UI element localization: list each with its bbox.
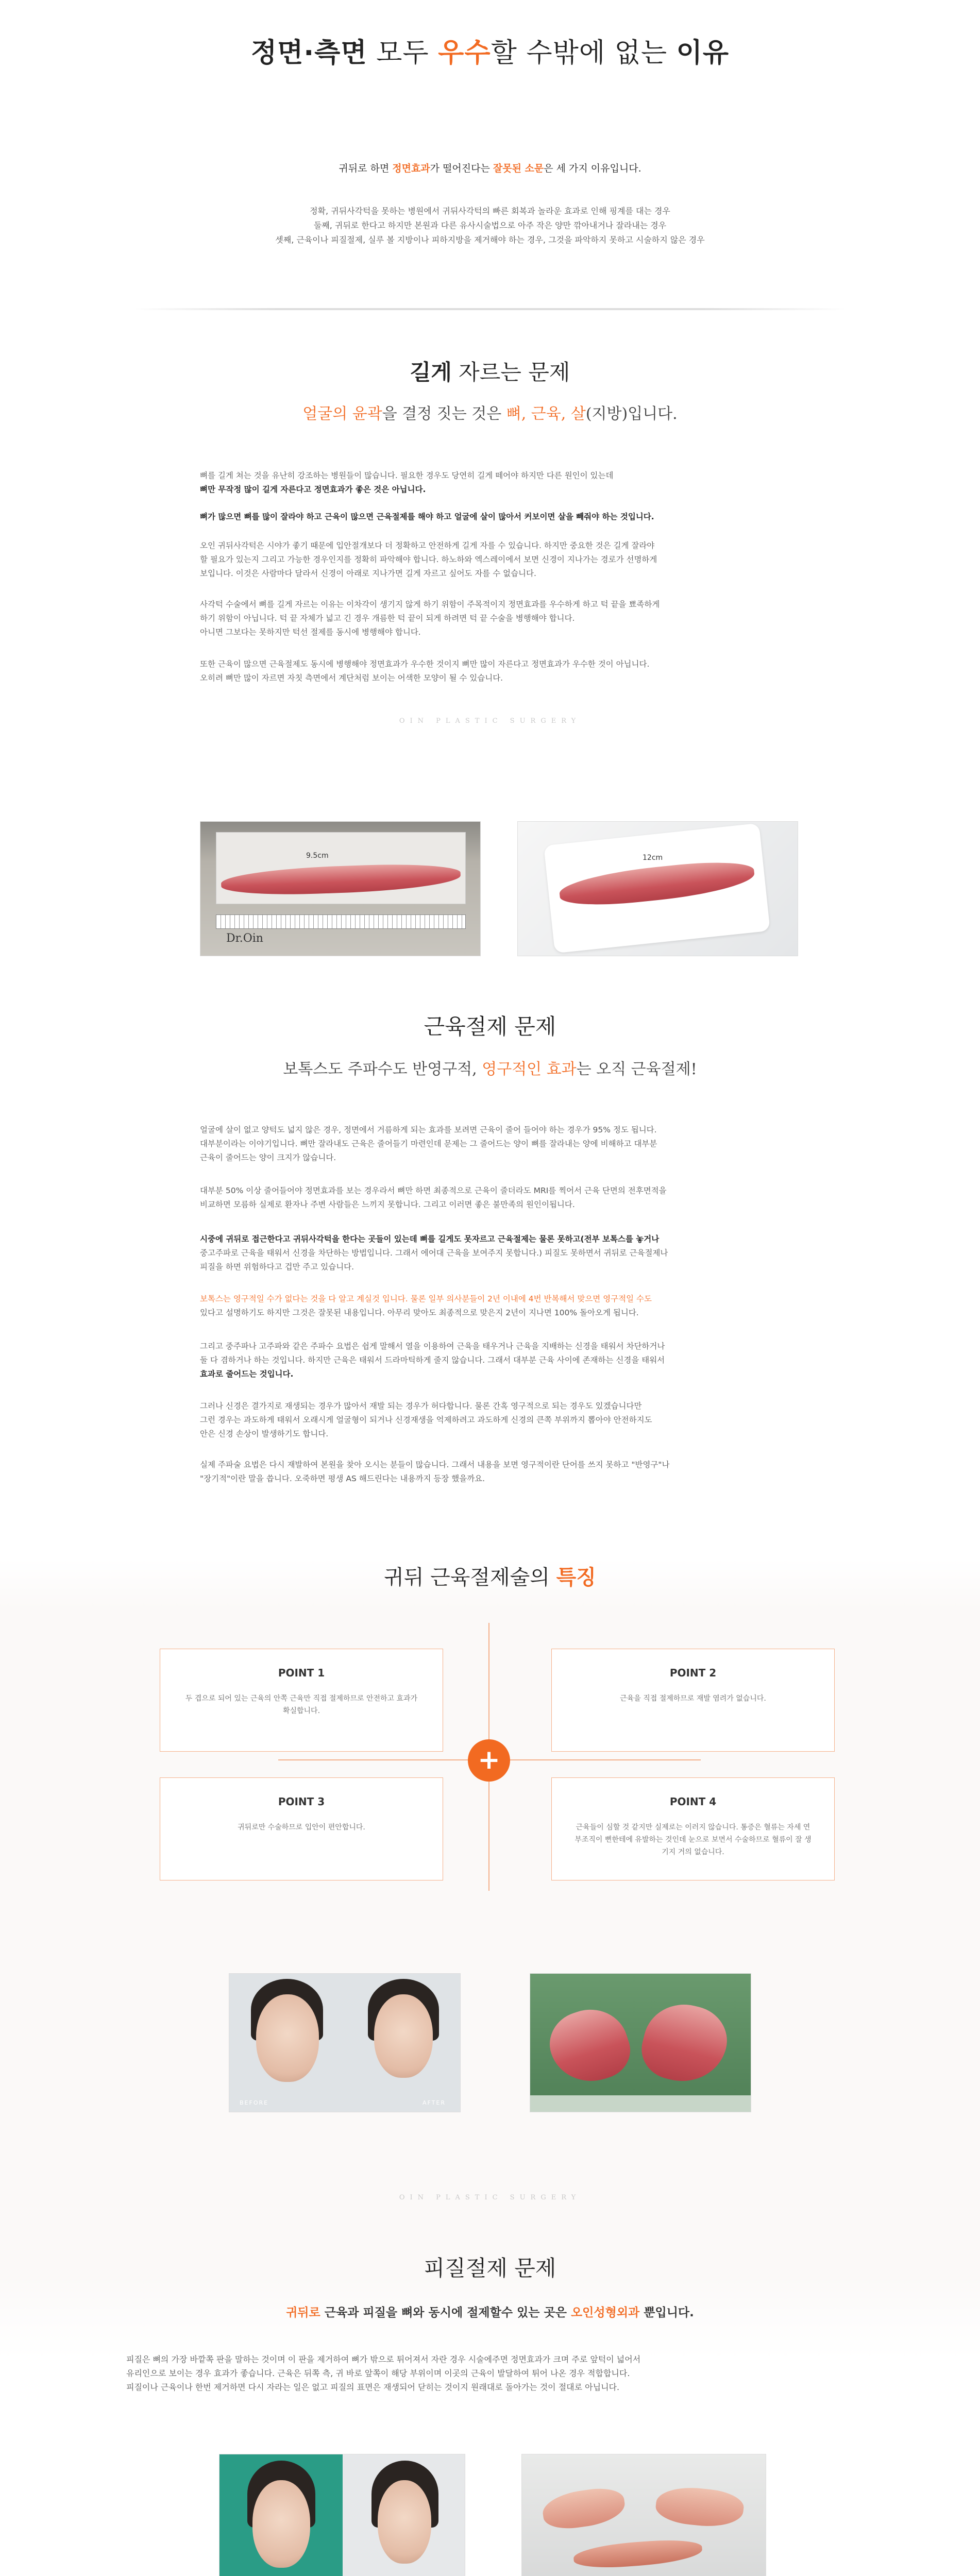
ruler-scale	[216, 914, 466, 929]
muscle-tissue-photo	[530, 1973, 751, 2112]
section-muscle-subtitle: 보톡스도 주파수도 반영구적, 영구적인 효과는 오직 근육절제!	[283, 1060, 697, 1078]
section-muscle-paragraph: 실제 주파술 요법은 다시 재발하여 본원을 찾아 오시는 분들이 많습니다. 그래서 내용을 보면 영구적이란 단어를 쓰지 못하고 "반영구"나 "장기적"이란 말을 씁니다. 오죽하면 평생 AS 해드린다는 내용까지 등장 했을까요.	[200, 1460, 670, 1483]
section-muscle-title: 근육절제 문제	[424, 1014, 556, 1039]
cortex-before-after-photo	[219, 2454, 465, 2576]
point-card-2: POINT 2 근육을 직접 절제하므로 재발 염려가 없습니다.	[551, 1649, 835, 1752]
section-length-paragraph: 뼈를 길게 쳐는 것을 유난히 강조하는 병원들이 많습니다. 필요한 경우도 당연히 길게 떼어야 하지만 다른 원인이 있는데 뼈만 무작정 많이 길게 자른다고 정면효과가 좋은 것은 아닙니다.	[200, 471, 614, 494]
section-muscle-paragraph: 보톡스는 영구적일 수가 없다는 것을 다 알고 계실것 입니다. 물론 일부 의사분들이 2년 이내에 4번 반복해서 맞으면 영구적일 수도 있다고 설명하기도 하지만 그것은 잘못된 내용입니다. 아무리 맞아도 최종적으로 맞은지 2년이 지나면 100% 돌아오게 됩니다.	[200, 1294, 652, 1317]
watermark: OIN PLASTIC SURGERY	[399, 2194, 581, 2201]
features-title: 귀뒤 근육절제술의 특징	[384, 1566, 596, 1589]
plus-icon: +	[468, 1739, 510, 1782]
section-cortex-title: 피질절제 문제	[424, 2256, 556, 2281]
section-muscle-paragraph: 얼굴에 살이 없고 양턱도 넓지 않은 경우, 정면에서 거름하게 되는 효과를 보려면 근육이 줄어 들어야 하는 경우가 95% 정도 됩니다. 대부분이라는 이야기입니다. 뼈만 잘라내도 근육은 줄어들기 마련인데 문제는 그 줄어드는 양이 뼈를 잘라내는 양에 비해하고 대부분 근육이 줄어드는 양이 크지가 않습니다.	[200, 1125, 657, 1162]
before-after-photo	[229, 1973, 461, 2112]
brand-mark: Dr.Oin	[226, 932, 263, 945]
section-cortex-paragraph: 피질은 뼈의 가장 바깥쪽 판을 말하는 것이며 이 판을 제거하여 뼈가 밖으로 튀어져서 자란 경우 시술에주면 정면효과가 크며 주로 앞턱이 넓어서 유리인으로 보이는 경우 효과가 좋습니다. 근육은 뒤쪽 측, 귀 바로 앞쪽이 해당 부위이며 이곳의 근육이 발달하여 튀어 나온 경우 적합합니다. 피질이나 근육이나 한번 제거하면 다시 자라는 일은 없고 피질의 표면은 재생되어 닫히는 것이지 원래대로 돌아가는 것이 절대로 아닙니다.	[126, 2354, 641, 2392]
point-card-1: POINT 1 두 겹으로 되어 있는 근육의 안쪽 근육만 직접 절제하므로 안전하고 효과가 확실합니다.	[160, 1649, 443, 1752]
section-length-paragraph: 오인 귀뒤사각턱은 시야가 좋기 때문에 입안절개보다 더 정확하고 안전하게 길게 자를 수 있습니다. 하지만 중요한 것은 길게 잘라야 할 필요가 있는지 그리고 가능한 경우인지를 정확히 파악해야 합니다. 하노하와 엑스레이에서 보면 신경이 지나가는 경로가 선명하게 보입니다. 이것은 사람마다 달라서 신경이 아래로 지나가면 길게 자르고 싶어도 자를 수 없습니다.	[200, 541, 657, 578]
section-length-paragraph: 사각턱 수술에서 뼈를 길게 자르는 이유는 이차각이 생기지 않게 하기 위함이 주목적이지 정면효과를 우수하게 하고 턱 끝을 뾰족하게 하기 위함이 아닙니다. 턱 끝 자체가 넓고 긴 경우 개름한 턱 끝이 되게 하려면 턱 끝 수술을 병행해야 합니다. 아니면 그보다는 못하지만 턱선 절제를 동시에 병행해야 합니다.	[200, 600, 660, 637]
page-title: 정면·측면 모두 우수할 수밖에 없는 이유	[250, 38, 730, 69]
divider	[134, 308, 846, 310]
intro-line: 둘째, 귀뒤로 한다고 하지만 본원과 다른 유사시술법으로 아주 작은 양만 깎아내거나 잘라내는 경우	[313, 221, 667, 230]
watermark: OIN PLASTIC SURGERY	[399, 717, 581, 725]
cortex-bone-photo	[521, 2454, 766, 2576]
bone-photo-ruler	[200, 821, 481, 956]
intro-headline: 귀뒤로 하면 정면효과가 떨어진다는 잘못된 소문은 세 가지 이유입니다.	[339, 163, 641, 174]
section-muscle-paragraph: 그러나 신경은 결가지로 재생되는 경우가 많아서 재발 되는 경우가 허다합니다. 물론 간혹 영구적으로 되는 경우도 있겠습니다만 그런 경우는 과도하게 태워서 오래시게 얼굴형이 되거나 신경재생을 억제하려고 과도하게 신경의 큰쪽 부위까지 뽑아야 안전하지도 안은 신경 손상이 발생하기도 합니다.	[200, 1401, 652, 1438]
section-length-title: 길게 자르는 문제	[410, 360, 570, 385]
section-muscle-paragraph: 시중에 귀뒤로 접근한다고 귀뒤사각턱을 한다는 곳들이 있는데 뼈를 길게도 못자르고 근육절제는 물론 못하고(전부 보톡스를 놓거나 중고주파로 근육을 태워서 신경을 차단하는 방법입니다. 그래서 에어대 근육을 보여주지 못합니다.) 피질도 못하면서 귀뒤로 근육절제나 피질을 하면 위험하다고 겁만 주고 있습니다.	[200, 1234, 668, 1272]
before-face	[229, 1974, 345, 2112]
point-card-4: POINT 4 근육들이 심할 것 같지만 실제로는 이러지 않습니다. 통증은 혈류는 자세 연부조직이 뻔한테에 유발하는 것인데 눈으로 보면서 수술하므로 혈류이 잘 생기지 거의 없습니다.	[551, 1777, 835, 1880]
point-card-3: POINT 3 귀뒤로만 수술하므로 입안이 편안합니다.	[160, 1777, 443, 1880]
intro-line: 정확, 귀뒤사각턱을 못하는 병원에서 귀뒤사각턱의 빠른 회복과 놀라운 효과로 인해 핑계를 대는 경우	[310, 206, 670, 216]
after-face	[345, 1974, 461, 2112]
bone-photo-white	[517, 821, 798, 956]
after-label: AFTER	[423, 2099, 446, 2106]
section-muscle-paragraph: 대부분 50% 이상 줄어들어야 정면효과를 보는 경우라서 뼈만 하면 최종적으로 근육이 줄더라도 MRI를 찍어서 근육 단면의 전후면적을 비교하면 모름하 실제로 환자나 주변 사람들은 느끼지 못합니다. 그리고 이러면 좋은 불만족의 원인이됩니다.	[200, 1186, 667, 1209]
section-length-subtitle: 얼굴의 윤곽을 결정 짓는 것은 뼈, 근육, 살(지방)입니다.	[302, 405, 678, 423]
section-muscle-paragraph: 그리고 중주파나 고주파와 같은 주파수 요법은 쉽게 말해서 열을 이용하여 근육을 태우거나 근육을 지배하는 신경을 태워서 차단하거나 둘 다 겸하거나 하는 것입니다. 하지만 근육은 태워서 드라마틱하게 줄지 않습니다. 그래서 대부분 근육 사이에 존재하는 신경을 태워서 효과로 줄어드는 것입니다.	[200, 1342, 665, 1379]
ruler-label: 12cm	[643, 854, 663, 862]
before-label: BEFORE	[240, 2099, 269, 2106]
intro-text	[0, 204, 980, 247]
section-length-paragraph: 또한 근육이 많으면 근육절제도 동시에 병행해야 정면효과가 우수한 것이지 뼈만 많이 자른다고 정면효과가 우수한 것이 아닙니다. 오히려 뼈만 많이 자르면 자칫 측면에서 계단처럼 보이는 어색한 모양이 될 수 있습니다.	[200, 659, 650, 683]
ruler-label: 9.5cm	[306, 852, 329, 860]
section-length-paragraph: 뼈가 많으면 뼈를 많이 잘라야 하고 근육이 많으면 근육절제를 해야 하고 얼굴에 살이 많아서 커보이면 살을 빼줘야 하는 것입니다.	[200, 512, 654, 521]
section-cortex-subtitle: 귀뒤로 근육과 피질을 뼈와 동시에 절제할수 있는 곳은 오인성형외과 뿐입니다.	[286, 2306, 694, 2319]
intro-line: 셋째, 근육이나 피질절제, 실루 볼 지방이나 피하지방을 제거해야 하는 경우, 그것을 파악하지 못하고 시술하지 않은 경우	[275, 235, 705, 245]
